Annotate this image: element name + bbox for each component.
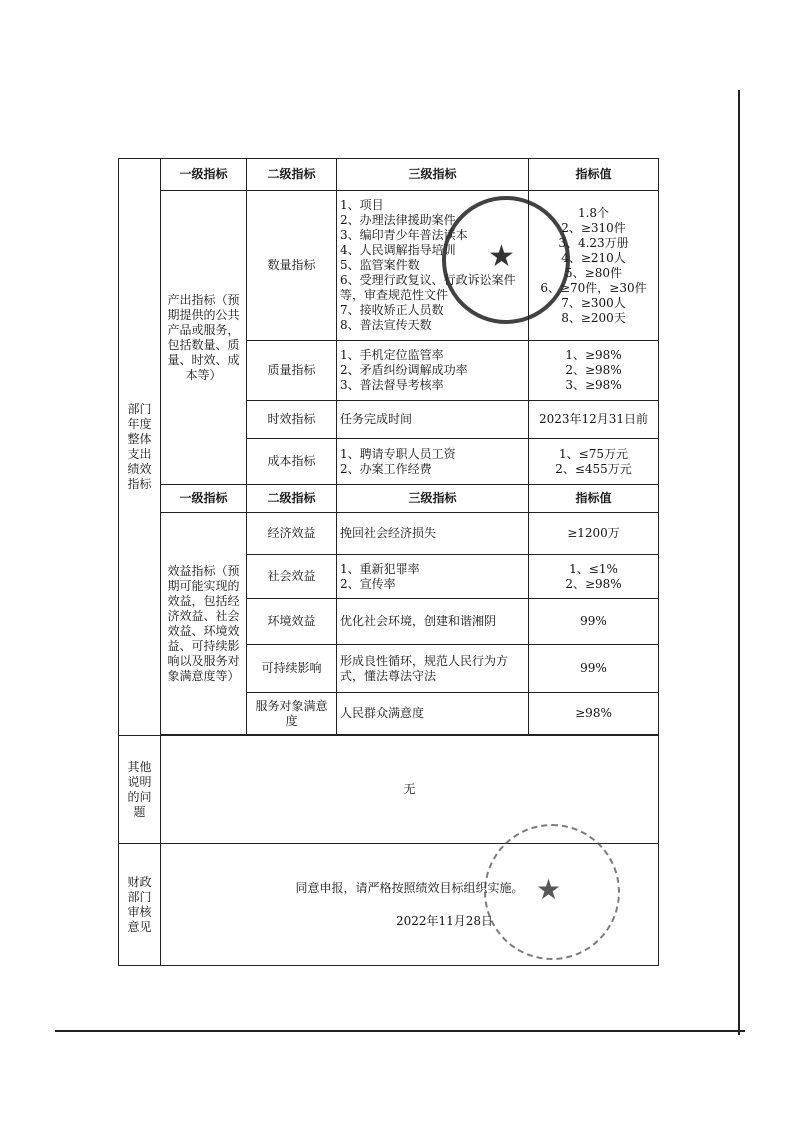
satisfaction-items: 人民群众满意度 xyxy=(337,693,529,735)
economic-benefit-items: 挽回社会经济损失 xyxy=(337,513,529,555)
header-level1: 一级指标 xyxy=(161,159,247,191)
header2-level3: 三级指标 xyxy=(337,485,529,513)
side-label-dept-indicators xyxy=(119,159,161,736)
page-edge-line-right xyxy=(738,90,740,1035)
header2-value: 指标值 xyxy=(529,485,659,513)
timeliness-indicator-items: 任务完成时间 xyxy=(337,401,529,439)
cost-indicator-values: 1、≤75万元 2、≤455万元 xyxy=(529,439,659,485)
quantity-indicator-items: 1、项目 2、办理法律援助案件 3、编印青少年普法读本 4、人民调解指导培训 5、监管案件数 6、受理行政复议、行政诉讼案件等，审查规范性文件 7、接收矫正人员数 8、普法宣传天数 xyxy=(337,191,529,341)
economic-benefit-label: 经济效益 xyxy=(247,513,337,555)
other-notes-label-text: 其他说明的问题 xyxy=(127,759,152,819)
page-edge-line-bottom xyxy=(55,1030,745,1032)
output-indicator-label: 产出指标（预期提供的公共产品或服务，包括数量、质量、时效、成本等） xyxy=(161,191,247,485)
satisfaction-values: ≥98% xyxy=(529,693,659,735)
sustainable-impact-label: 可持续影响 xyxy=(247,645,337,693)
performance-indicator-table xyxy=(118,158,659,966)
finance-opinion-date: 2022年11月28日 xyxy=(395,913,494,928)
quality-indicator-items: 1、手机定位监管率 2、矛盾纠纷调解成功率 3、普法督导考核率 xyxy=(337,341,529,401)
quantity-indicator-values: 1.8个 2、≥310件 3、4.23万册 4、≥210人 5、≥80件 6、≥70件，≥30件 7、≥300人 8、≥200天 xyxy=(529,191,659,341)
social-benefit-values: 1、≤1% 2、≥98% xyxy=(529,555,659,599)
satisfaction-label: 服务对象满意度 xyxy=(247,693,337,735)
environment-benefit-values: 99% xyxy=(529,599,659,645)
header-level2: 二级指标 xyxy=(247,159,337,191)
social-benefit-label: 社会效益 xyxy=(247,555,337,599)
quantity-indicator-label: 数量指标 xyxy=(247,191,337,341)
cost-indicator-items: 1、聘请专职人员工资 2、办案工作经费 xyxy=(337,439,529,485)
finance-review-label xyxy=(119,844,161,966)
seal-star-icon: ★ xyxy=(488,239,515,274)
timeliness-indicator-values: 2023年12月31日前 xyxy=(529,401,659,439)
header-value: 指标值 xyxy=(529,159,659,191)
benefit-indicator-label: 效益指标（预期可能实现的效益，包括经济效益、社会效益、环境效益、可持续影响以及服务对象满意度等） xyxy=(161,513,247,735)
header2-level1: 一级指标 xyxy=(161,485,247,513)
sustainable-impact-values: 99% xyxy=(529,645,659,693)
cost-indicator-label: 成本指标 xyxy=(247,439,337,485)
other-notes-label xyxy=(119,736,161,844)
seal-star-icon: ★ xyxy=(536,873,562,906)
header-level3: 三级指标 xyxy=(337,159,529,191)
finance-opinion-text: 同意申报，请严格按照绩效目标组织实施。 xyxy=(295,880,524,895)
finance-review-content xyxy=(161,844,659,966)
social-benefit-items: 1、重新犯罪率 2、宣传率 xyxy=(337,555,529,599)
economic-benefit-values: ≥1200万 xyxy=(529,513,659,555)
other-notes-content: 无 xyxy=(161,736,659,844)
environment-benefit-label: 环境效益 xyxy=(247,599,337,645)
sustainable-impact-items: 形成良性循环，规范人民行为方式，懂法尊法守法 xyxy=(337,645,529,693)
header2-level2: 二级指标 xyxy=(247,485,337,513)
quality-indicator-values: 1、≥98% 2、≥98% 3、≥98% xyxy=(529,341,659,401)
quality-indicator-label: 质量指标 xyxy=(247,341,337,401)
finance-review-label-text: 财政部门审核意见 xyxy=(127,874,152,934)
environment-benefit-items: 优化社会环境，创建和谐湘阴 xyxy=(337,599,529,645)
side-label-text: 部门年度整体支出绩效指标 xyxy=(127,402,152,491)
timeliness-indicator-label: 时效指标 xyxy=(247,401,337,439)
